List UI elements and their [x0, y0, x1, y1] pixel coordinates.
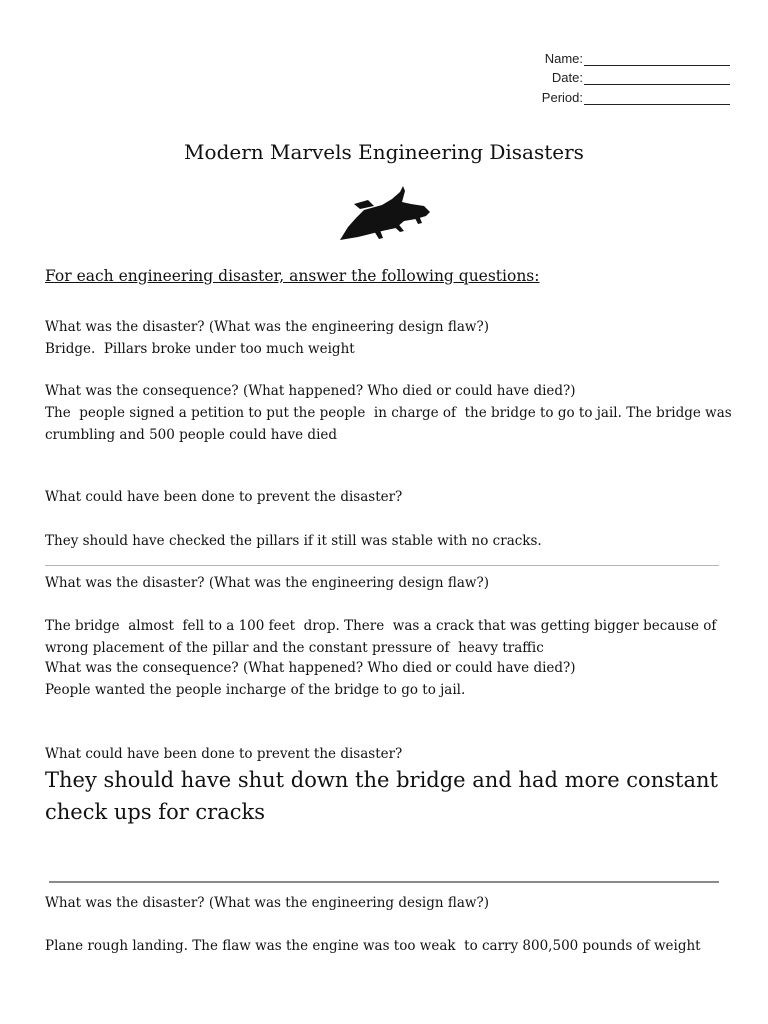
period-field[interactable]	[470, 85, 730, 105]
section2-question-flaw: What was the disaster? (What was the engineering design flaw?)	[45, 575, 489, 591]
period-blank-line[interactable]	[584, 91, 730, 105]
section3-question-flaw: What was the disaster? (What was the engineering design flaw?)	[45, 895, 489, 911]
section1-answer-prevention: They should have checked the pillars if it still was stable with no cracks.	[45, 533, 542, 549]
name-field[interactable]	[470, 46, 730, 66]
section2-question-consequence: What was the consequence? (What happened? Who died or could have died?)	[45, 660, 576, 676]
section1-question-consequence: What was the consequence? (What happened? Who died or could have died?)	[45, 383, 576, 399]
period-label: Period:	[541, 89, 583, 105]
section1-answer-flaw: Bridge. Pillars broke under too much weight	[45, 341, 355, 357]
section-divider	[49, 881, 719, 883]
name-label: Name:	[544, 50, 583, 66]
section2-answer-flaw: The bridge almost fell to a 100 feet drop. There was a crack that was getting bigger because of wrong placement of the pillar and the constant pressure of heavy traffic	[45, 618, 721, 656]
section2-question-prevention: What could have been done to prevent the disaster?	[45, 746, 403, 762]
date-field[interactable]	[470, 66, 730, 86]
page-title: Modern Marvels Engineering Disasters	[184, 140, 584, 164]
section-divider	[45, 565, 719, 566]
section1-answer-consequence: The people signed a petition to put the people in charge of the bridge to go to jail. The bridge was crumbling and 500 people could have died	[45, 405, 736, 443]
date-blank-line[interactable]	[584, 71, 730, 85]
instructions-heading: For each engineering disaster, answer the following questions:	[45, 267, 540, 285]
section1-question-flaw: What was the disaster? (What was the engineering design flaw?)	[45, 319, 489, 335]
date-label: Date:	[551, 70, 583, 85]
section2-answer-prevention: They should have shut down the bridge and had more constant check ups for cracks	[45, 768, 718, 824]
section3-answer-flaw: Plane rough landing. The flaw was the engine was too weak to carry 800,500 pounds of weight	[45, 938, 701, 954]
section1-question-prevention: What could have been done to prevent the disaster?	[45, 489, 403, 505]
section2-answer-consequence: People wanted the people incharge of the bridge to go to jail.	[45, 682, 466, 698]
student-info-fields	[470, 46, 730, 105]
fighter-jet-icon	[334, 172, 438, 250]
name-blank-line[interactable]	[584, 52, 730, 66]
